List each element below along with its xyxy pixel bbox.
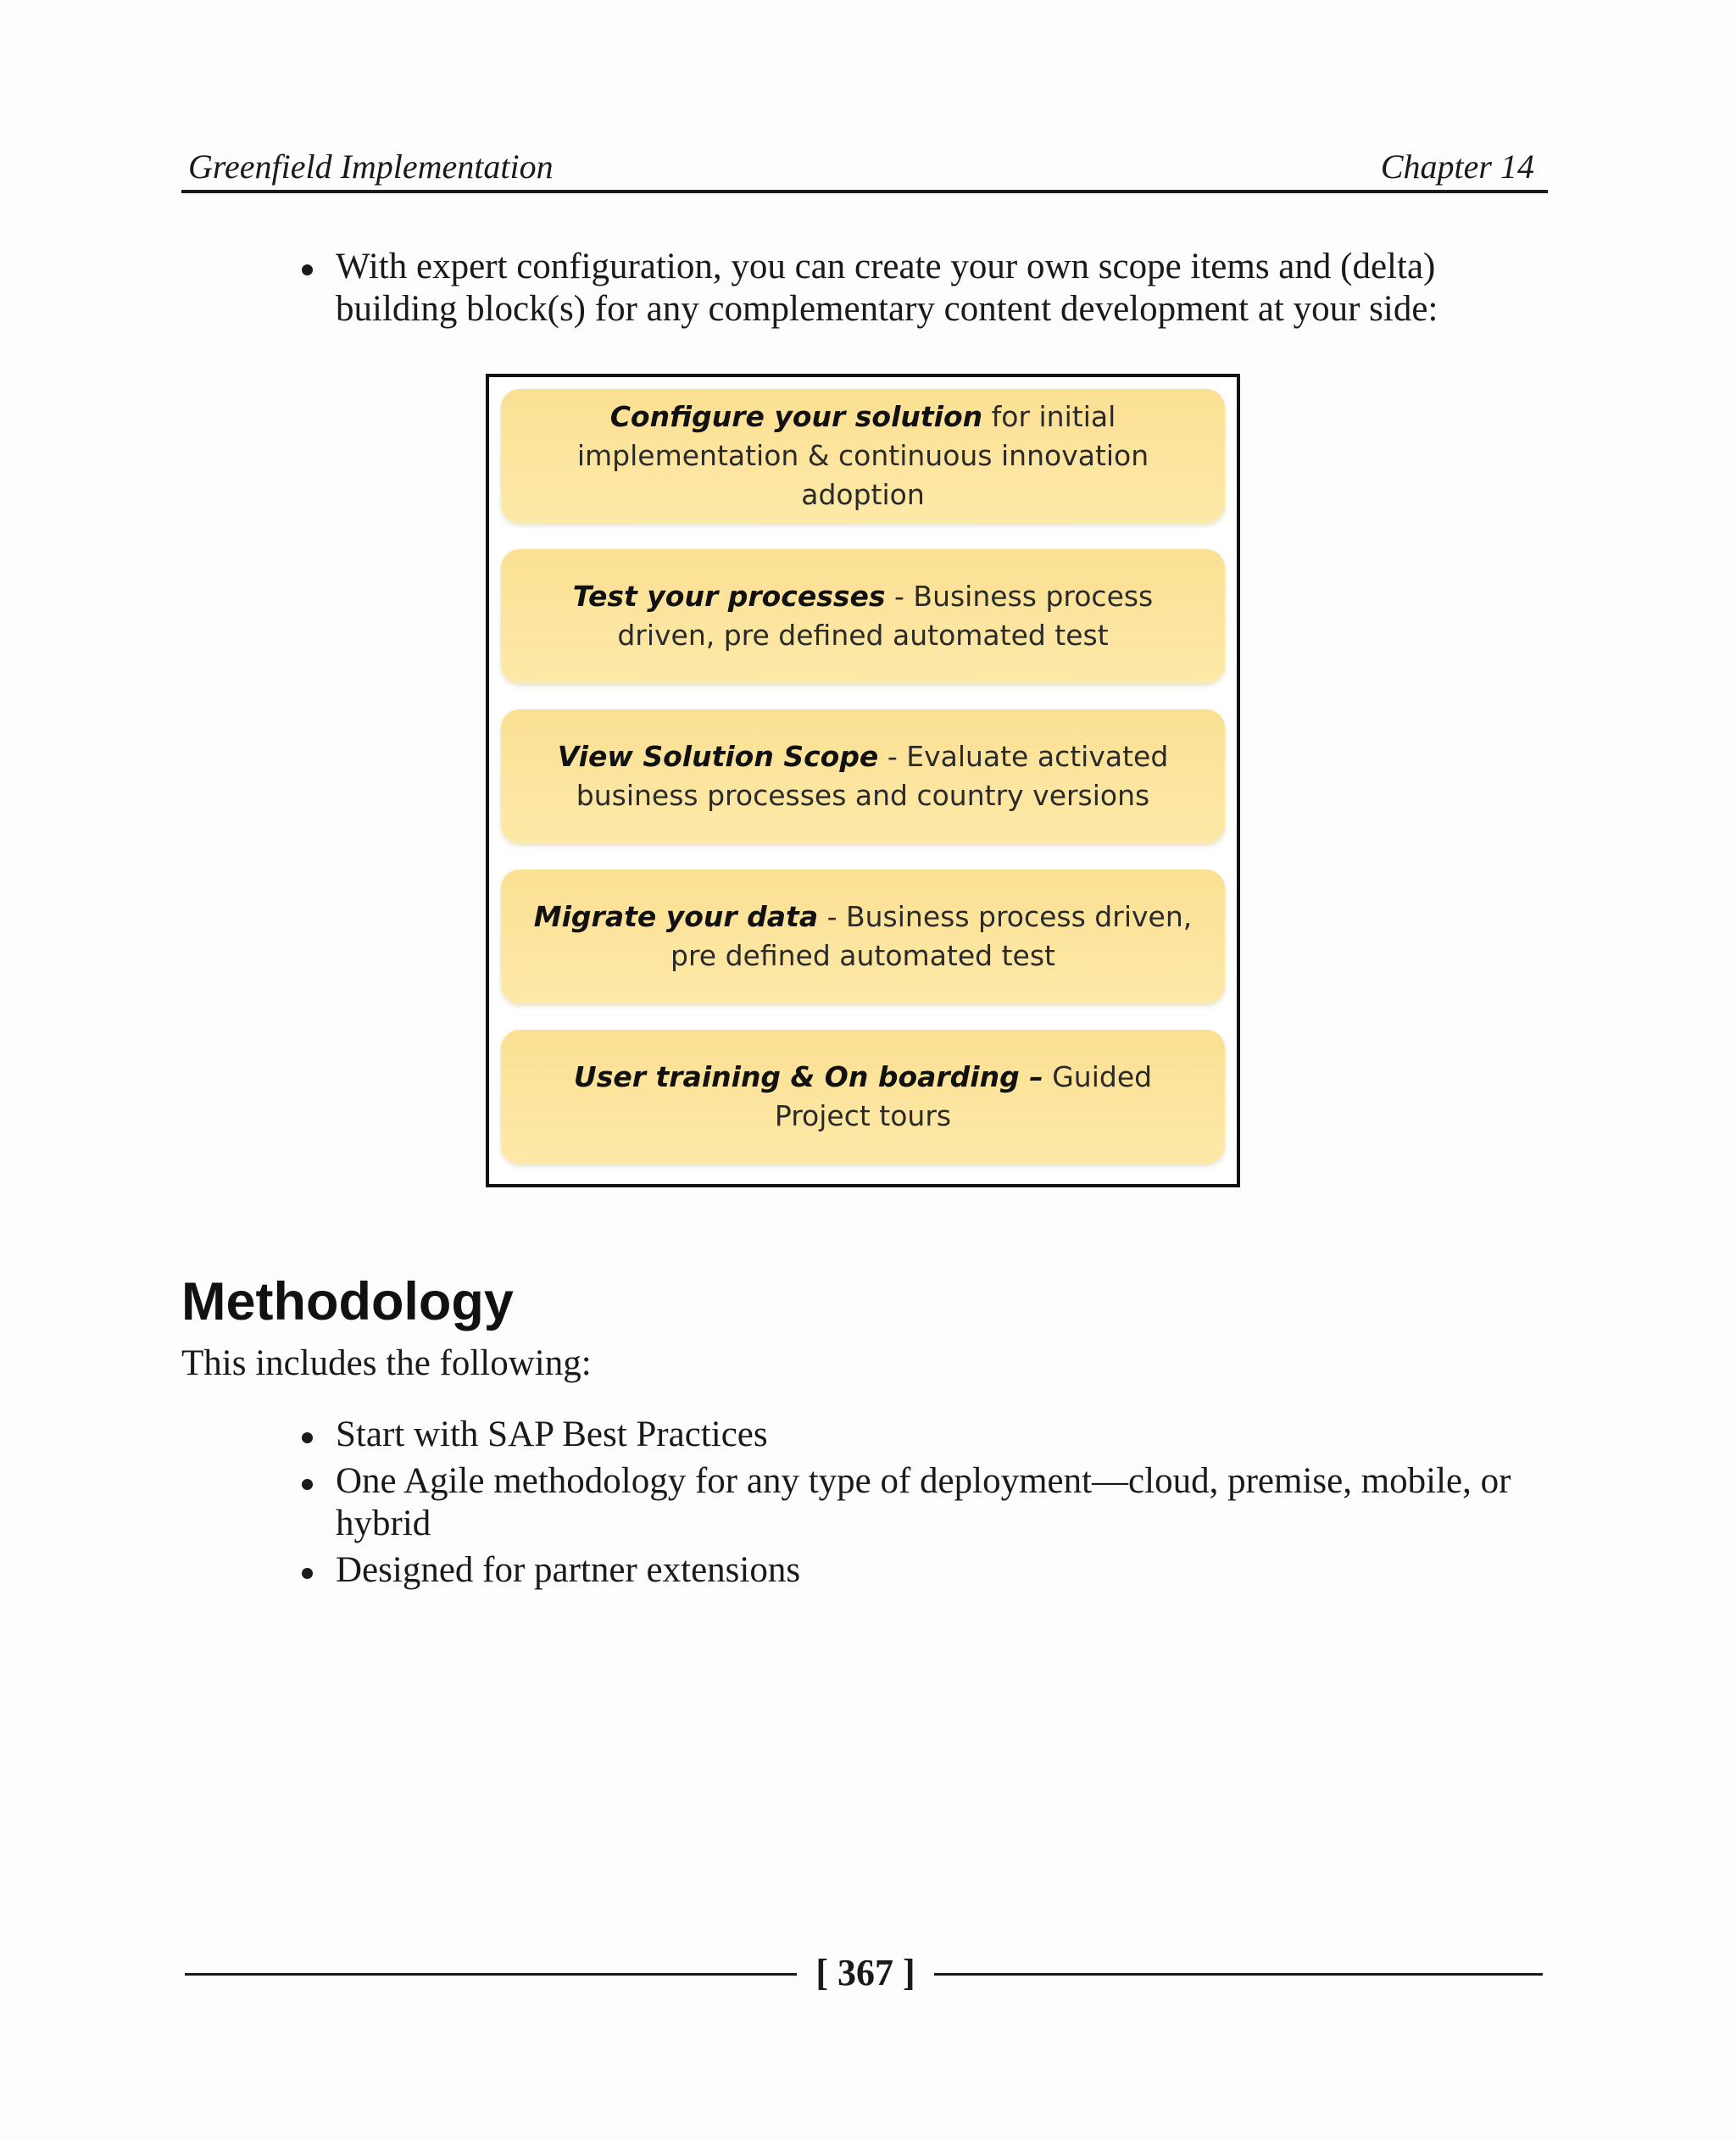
card-lead: View Solution Scope	[557, 740, 879, 773]
card-text	[525, 577, 1201, 655]
figure-card-test	[501, 549, 1225, 683]
card-description: for initial implementation & continuous innovation adoption	[576, 400, 1149, 511]
expert-configuration-list	[302, 246, 1488, 331]
card-description: - Evaluate activated business processes and country versions	[576, 740, 1169, 812]
running-header-title: Greenfield Implementation	[188, 147, 554, 186]
list-item: One Agile methodology for any type of deployment—cloud, premise, mobile, or hybrid	[302, 1460, 1539, 1545]
running-header-chapter: Chapter 14	[1380, 147, 1534, 186]
figure-card-view-scope	[501, 709, 1225, 843]
card-description: Guided Project tours	[774, 1060, 1153, 1132]
card-text	[525, 397, 1201, 514]
scope-figure	[486, 374, 1240, 1187]
footer-rule-right	[934, 1973, 1543, 1976]
card-text	[525, 898, 1201, 976]
card-text	[525, 737, 1201, 815]
card-text	[525, 1058, 1201, 1136]
figure-card-configure	[501, 389, 1225, 523]
methodology-list	[302, 1414, 1539, 1596]
figure-card-migrate	[501, 870, 1225, 1003]
list-item: Designed for partner extensions	[302, 1549, 1539, 1592]
list-item: With expert configuration, you can create your own scope items and (delta) building block(s) for any complementary content development at your side:	[302, 246, 1488, 331]
running-header	[183, 142, 1546, 192]
list-item: Start with SAP Best Practices	[302, 1414, 1539, 1456]
header-rule	[181, 190, 1548, 193]
card-lead: Migrate your data	[533, 900, 819, 933]
card-lead: User training & On boarding –	[573, 1060, 1043, 1093]
card-lead: Configure your solution	[609, 400, 983, 433]
section-intro: This includes the following:	[181, 1343, 592, 1383]
footer-rule-left	[185, 1973, 797, 1976]
page-number: [ 367 ]	[815, 1952, 915, 1993]
card-description: - Business process driven, pre defined automated test	[617, 580, 1154, 652]
card-description: - Business process driven, pre defined automated test	[670, 900, 1193, 972]
section-title: Methodology	[181, 1272, 514, 1331]
card-lead: Test your processes	[572, 580, 886, 613]
figure-card-training	[501, 1030, 1225, 1164]
